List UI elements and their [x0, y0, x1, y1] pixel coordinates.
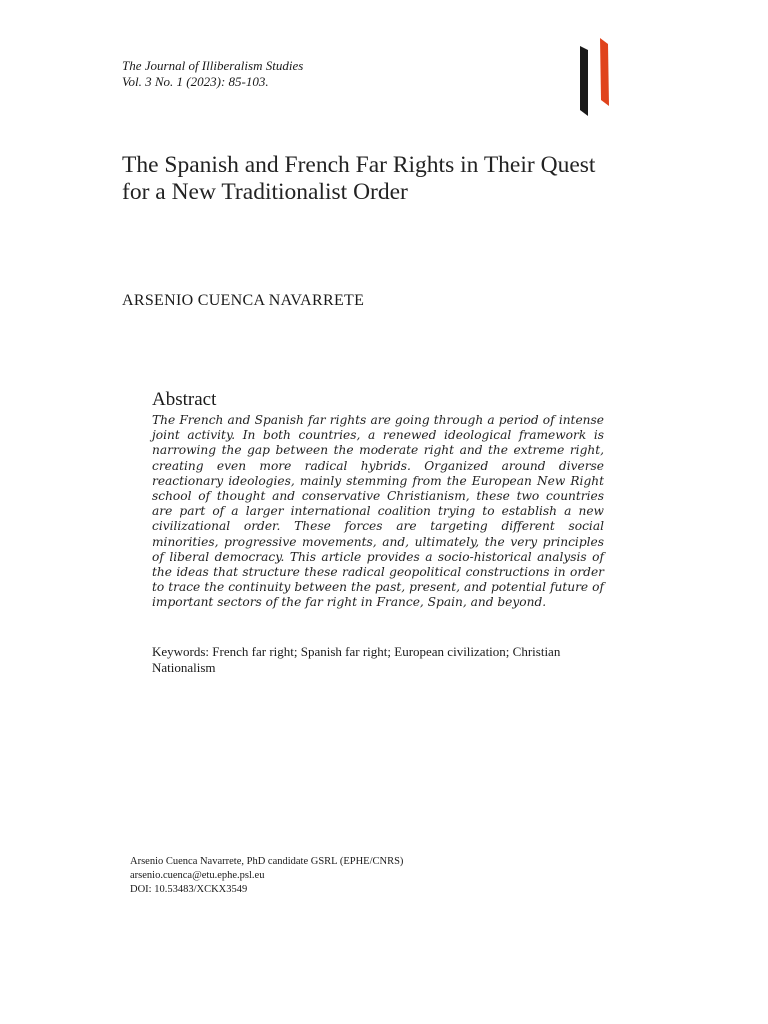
author-affiliation: Arsenio Cuenca Navarrete, PhD candidate GSRL (EPHE/CNRS) [130, 856, 404, 867]
keywords: Keywords: French far right; Spanish far right; European civilization; Christian Nationalism [152, 644, 561, 675]
journal-name: The Journal of Illiberalism Studies [122, 58, 304, 73]
article-title: The Spanish and French Far Rights in Their Quest for a New Traditionalist Order [122, 152, 596, 205]
article-doi[interactable]: DOI: 10.53483/XCKX3549 [130, 884, 248, 895]
author-email[interactable]: arsenio.cuenca@etu.ephe.psl.eu [130, 870, 265, 881]
logo-red-bar [600, 38, 609, 106]
author-footer [130, 855, 530, 897]
journal-citation: Vol. 3 No. 1 (2023): 85-103. [122, 73, 269, 89]
abstract-heading: Abstract [152, 389, 217, 410]
journal-header [122, 58, 482, 89]
abstract-body: The French and Spanish far rights are going through a period of intense joint activity. In both countries, a renewed ideological framework is narrowing the gap between the moderate right and the extreme right, creating even more radical hybrids. Organized around diverse reactionary ideologies, mainly stemming from the European New Right school of thought and conservative Christianism, these two countries are part of a larger international coalition trying to establish a new civilizational order. These forces are targeting different social minorities, progressive movements, and, ultimately, the very principles of liberal democracy. This article provides a socio-historical analysis of the ideas that structure these radical geopolitical constructions in order to trace the continuity between the past, present, and potential future of important sectors of the far right in France, Spain, and beyond. [152, 413, 604, 610]
article-author: ARSENIO CUENCA NAVARRETE [122, 292, 365, 309]
journal-logo-icon [576, 36, 616, 118]
logo-dark-bar [580, 46, 588, 116]
